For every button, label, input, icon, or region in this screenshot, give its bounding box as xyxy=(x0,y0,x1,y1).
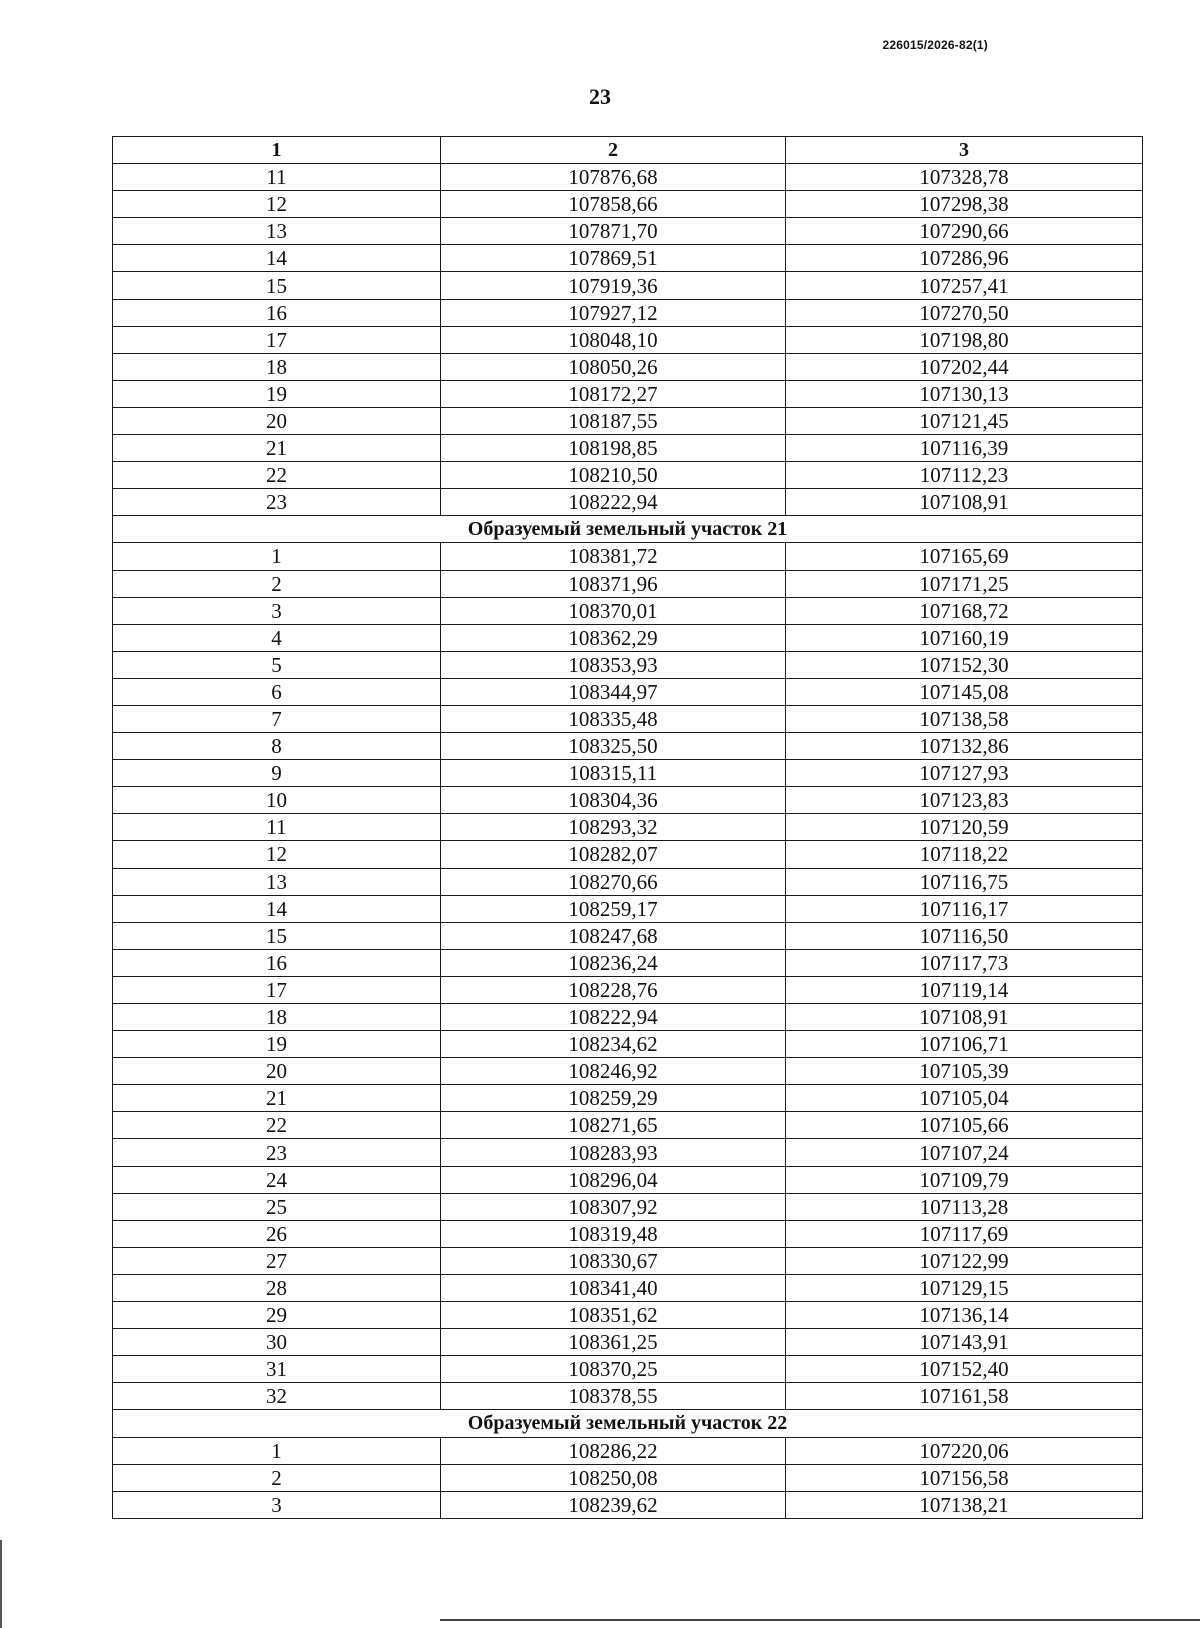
table-row xyxy=(113,868,1143,895)
coordinate-y-cell: 107168,72 xyxy=(786,597,1143,624)
coordinate-y-cell: 107290,66 xyxy=(786,218,1143,245)
coordinate-x-cell: 108304,36 xyxy=(441,787,786,814)
coordinate-y-cell: 107116,50 xyxy=(786,922,1143,949)
coordinate-x-cell: 108370,01 xyxy=(441,597,786,624)
point-number-cell: 29 xyxy=(113,1302,441,1329)
coordinate-y-cell: 107121,45 xyxy=(786,407,1143,434)
coordinate-y-cell: 107132,86 xyxy=(786,733,1143,760)
coordinate-x-cell: 108315,11 xyxy=(441,760,786,787)
table-row xyxy=(113,922,1143,949)
coordinate-x-cell: 108370,25 xyxy=(441,1356,786,1383)
coordinate-x-cell: 107871,70 xyxy=(441,218,786,245)
coordinate-y-cell: 107220,06 xyxy=(786,1437,1143,1464)
column-header-2: 2 xyxy=(441,137,786,164)
table-row xyxy=(113,299,1143,326)
coordinate-x-cell: 108187,55 xyxy=(441,407,786,434)
table-row xyxy=(113,1464,1143,1491)
coordinate-y-cell: 107120,59 xyxy=(786,814,1143,841)
coordinate-x-cell: 107858,66 xyxy=(441,191,786,218)
table-row xyxy=(113,787,1143,814)
table-row xyxy=(113,272,1143,299)
table-row xyxy=(113,1058,1143,1085)
point-number-cell: 22 xyxy=(113,1112,441,1139)
coordinate-y-cell: 107145,08 xyxy=(786,678,1143,705)
coordinate-x-cell: 108247,68 xyxy=(441,922,786,949)
coordinate-y-cell: 107122,99 xyxy=(786,1247,1143,1274)
point-number-cell: 11 xyxy=(113,164,441,191)
point-number-cell: 17 xyxy=(113,976,441,1003)
coordinate-x-cell: 108236,24 xyxy=(441,949,786,976)
coordinate-y-cell: 107161,58 xyxy=(786,1383,1143,1410)
coordinate-y-cell: 107108,91 xyxy=(786,489,1143,516)
column-header-1: 1 xyxy=(113,137,441,164)
coordinate-y-cell: 107127,93 xyxy=(786,760,1143,787)
point-number-cell: 16 xyxy=(113,299,441,326)
coordinate-x-cell: 108351,62 xyxy=(441,1302,786,1329)
table-row xyxy=(113,678,1143,705)
point-number-cell: 7 xyxy=(113,705,441,732)
coordinate-x-cell: 108330,67 xyxy=(441,1247,786,1274)
point-number-cell: 28 xyxy=(113,1274,441,1301)
table-row xyxy=(113,733,1143,760)
coordinate-x-cell: 107876,68 xyxy=(441,164,786,191)
coordinate-x-cell: 108210,50 xyxy=(441,462,786,489)
coordinate-y-cell: 107152,40 xyxy=(786,1356,1143,1383)
table-row xyxy=(113,1247,1143,1274)
coordinate-x-cell: 108286,22 xyxy=(441,1437,786,1464)
coordinate-y-cell: 107136,14 xyxy=(786,1302,1143,1329)
table-row xyxy=(113,895,1143,922)
point-number-cell: 12 xyxy=(113,841,441,868)
coordinate-y-cell: 107270,50 xyxy=(786,299,1143,326)
coordinate-x-cell: 108307,92 xyxy=(441,1193,786,1220)
coordinate-x-cell: 108222,94 xyxy=(441,1004,786,1031)
table-row xyxy=(113,949,1143,976)
coordinate-y-cell: 107257,41 xyxy=(786,272,1143,299)
coordinate-x-cell: 108362,29 xyxy=(441,624,786,651)
table-row xyxy=(113,1274,1143,1301)
coordinate-y-cell: 107108,91 xyxy=(786,1004,1143,1031)
point-number-cell: 18 xyxy=(113,353,441,380)
table-row xyxy=(113,1437,1143,1464)
coordinate-y-cell: 107109,79 xyxy=(786,1166,1143,1193)
point-number-cell: 21 xyxy=(113,1085,441,1112)
coordinate-y-cell: 107116,75 xyxy=(786,868,1143,895)
table-row xyxy=(113,651,1143,678)
table-row xyxy=(113,814,1143,841)
table-row xyxy=(113,841,1143,868)
coordinate-x-cell: 108381,72 xyxy=(441,543,786,570)
coordinate-y-cell: 107202,44 xyxy=(786,353,1143,380)
table-row xyxy=(113,1302,1143,1329)
coordinate-y-cell: 107117,73 xyxy=(786,949,1143,976)
point-number-cell: 5 xyxy=(113,651,441,678)
table-row xyxy=(113,1139,1143,1166)
coordinate-x-cell: 108371,96 xyxy=(441,570,786,597)
coordinate-x-cell: 108250,08 xyxy=(441,1464,786,1491)
coordinate-y-cell: 107105,66 xyxy=(786,1112,1143,1139)
coordinate-x-cell: 108246,92 xyxy=(441,1058,786,1085)
point-number-cell: 1 xyxy=(113,1437,441,1464)
coordinate-y-cell: 107156,58 xyxy=(786,1464,1143,1491)
coordinate-x-cell: 108050,26 xyxy=(441,353,786,380)
point-number-cell: 13 xyxy=(113,218,441,245)
coordinate-x-cell: 108353,93 xyxy=(441,651,786,678)
coordinate-y-cell: 107116,39 xyxy=(786,435,1143,462)
table-row xyxy=(113,245,1143,272)
coordinate-x-cell: 108048,10 xyxy=(441,326,786,353)
table-row xyxy=(113,489,1143,516)
table-row xyxy=(113,1329,1143,1356)
table-row xyxy=(113,570,1143,597)
point-number-cell: 11 xyxy=(113,814,441,841)
table-row xyxy=(113,326,1143,353)
coordinate-y-cell: 107116,17 xyxy=(786,895,1143,922)
table-row xyxy=(113,1166,1143,1193)
coordinate-x-cell: 108325,50 xyxy=(441,733,786,760)
table-row xyxy=(113,164,1143,191)
point-number-cell: 18 xyxy=(113,1004,441,1031)
coordinate-x-cell: 108361,25 xyxy=(441,1329,786,1356)
table-row xyxy=(113,191,1143,218)
point-number-cell: 1 xyxy=(113,543,441,570)
point-number-cell: 24 xyxy=(113,1166,441,1193)
coordinate-x-cell: 108259,29 xyxy=(441,1085,786,1112)
point-number-cell: 3 xyxy=(113,1491,441,1518)
coordinate-x-cell: 107869,51 xyxy=(441,245,786,272)
coordinate-x-cell: 108296,04 xyxy=(441,1166,786,1193)
point-number-cell: 30 xyxy=(113,1329,441,1356)
table-row xyxy=(113,435,1143,462)
section-title: Образуемый земельный участок 21 xyxy=(113,516,1143,543)
point-number-cell: 27 xyxy=(113,1247,441,1274)
point-number-cell: 25 xyxy=(113,1193,441,1220)
coordinate-y-cell: 107138,21 xyxy=(786,1491,1143,1518)
point-number-cell: 20 xyxy=(113,1058,441,1085)
point-number-cell: 32 xyxy=(113,1383,441,1410)
table-row xyxy=(113,760,1143,787)
coordinate-y-cell: 107138,58 xyxy=(786,705,1143,732)
table-row xyxy=(113,1112,1143,1139)
table-row xyxy=(113,624,1143,651)
point-number-cell: 23 xyxy=(113,489,441,516)
table-row xyxy=(113,218,1143,245)
coordinate-y-cell: 107328,78 xyxy=(786,164,1143,191)
point-number-cell: 12 xyxy=(113,191,441,218)
table-row xyxy=(113,1004,1143,1031)
coordinate-y-cell: 107107,24 xyxy=(786,1139,1143,1166)
coordinate-x-cell: 108335,48 xyxy=(441,705,786,732)
point-number-cell: 26 xyxy=(113,1220,441,1247)
coordinate-y-cell: 107198,80 xyxy=(786,326,1143,353)
coordinate-x-cell: 108172,27 xyxy=(441,380,786,407)
coordinate-x-cell: 108293,32 xyxy=(441,814,786,841)
coordinate-y-cell: 107123,83 xyxy=(786,787,1143,814)
table-row xyxy=(113,705,1143,732)
point-number-cell: 19 xyxy=(113,380,441,407)
coordinate-y-cell: 107106,71 xyxy=(786,1031,1143,1058)
point-number-cell: 14 xyxy=(113,245,441,272)
scan-edge-mark xyxy=(0,1540,2,1628)
point-number-cell: 2 xyxy=(113,570,441,597)
coordinate-x-cell: 108271,65 xyxy=(441,1112,786,1139)
coordinate-y-cell: 107118,22 xyxy=(786,841,1143,868)
table-row xyxy=(113,1085,1143,1112)
table-row xyxy=(113,1356,1143,1383)
coordinate-x-cell: 108270,66 xyxy=(441,868,786,895)
coordinate-y-cell: 107113,28 xyxy=(786,1193,1143,1220)
coordinate-x-cell: 108341,40 xyxy=(441,1274,786,1301)
coordinate-x-cell: 108344,97 xyxy=(441,678,786,705)
table-row xyxy=(113,543,1143,570)
coordinate-x-cell: 107919,36 xyxy=(441,272,786,299)
coordinates-table xyxy=(112,136,1143,1519)
point-number-cell: 9 xyxy=(113,760,441,787)
point-number-cell: 15 xyxy=(113,272,441,299)
coordinate-x-cell: 108234,62 xyxy=(441,1031,786,1058)
page-number: 23 xyxy=(589,84,611,109)
point-number-cell: 3 xyxy=(113,597,441,624)
point-number-cell: 16 xyxy=(113,949,441,976)
coordinate-y-cell: 107143,91 xyxy=(786,1329,1143,1356)
document-number: 226015/2026-82(1) xyxy=(882,38,988,52)
table-row xyxy=(113,462,1143,489)
point-number-cell: 20 xyxy=(113,407,441,434)
coordinate-y-cell: 107129,15 xyxy=(786,1274,1143,1301)
coordinate-x-cell: 108198,85 xyxy=(441,435,786,462)
coordinate-x-cell: 108239,62 xyxy=(441,1491,786,1518)
point-number-cell: 31 xyxy=(113,1356,441,1383)
point-number-cell: 14 xyxy=(113,895,441,922)
coordinate-x-cell: 108283,93 xyxy=(441,1139,786,1166)
table-row xyxy=(113,597,1143,624)
table-row xyxy=(113,407,1143,434)
point-number-cell: 21 xyxy=(113,435,441,462)
coordinate-y-cell: 107171,25 xyxy=(786,570,1143,597)
coordinate-y-cell: 107160,19 xyxy=(786,624,1143,651)
table-row xyxy=(113,353,1143,380)
point-number-cell: 15 xyxy=(113,922,441,949)
coordinate-y-cell: 107117,69 xyxy=(786,1220,1143,1247)
coordinate-x-cell: 108259,17 xyxy=(441,895,786,922)
section-title: Образуемый земельный участок 22 xyxy=(113,1410,1143,1437)
point-number-cell: 13 xyxy=(113,868,441,895)
table-header-row xyxy=(113,137,1143,164)
point-number-cell: 6 xyxy=(113,678,441,705)
coordinate-y-cell: 107152,30 xyxy=(786,651,1143,678)
coordinate-x-cell: 108378,55 xyxy=(441,1383,786,1410)
point-number-cell: 8 xyxy=(113,733,441,760)
point-number-cell: 17 xyxy=(113,326,441,353)
coordinate-x-cell: 107927,12 xyxy=(441,299,786,326)
section-title-row xyxy=(113,516,1143,543)
coordinate-y-cell: 107130,13 xyxy=(786,380,1143,407)
section-title-row xyxy=(113,1410,1143,1437)
table-row xyxy=(113,1031,1143,1058)
footer-rule xyxy=(440,1619,1200,1621)
coordinate-x-cell: 108282,07 xyxy=(441,841,786,868)
point-number-cell: 19 xyxy=(113,1031,441,1058)
coordinate-x-cell: 108228,76 xyxy=(441,976,786,1003)
point-number-cell: 22 xyxy=(113,462,441,489)
coordinate-y-cell: 107112,23 xyxy=(786,462,1143,489)
table-row xyxy=(113,1193,1143,1220)
table-row xyxy=(113,976,1143,1003)
point-number-cell: 2 xyxy=(113,1464,441,1491)
coordinate-y-cell: 107105,39 xyxy=(786,1058,1143,1085)
table-row xyxy=(113,1491,1143,1518)
table-row xyxy=(113,1383,1143,1410)
coordinate-x-cell: 108222,94 xyxy=(441,489,786,516)
coordinate-y-cell: 107119,14 xyxy=(786,976,1143,1003)
coordinate-y-cell: 107286,96 xyxy=(786,245,1143,272)
table-row xyxy=(113,380,1143,407)
table-row xyxy=(113,1220,1143,1247)
coordinate-x-cell: 108319,48 xyxy=(441,1220,786,1247)
table-body xyxy=(113,164,1143,1519)
coordinate-y-cell: 107298,38 xyxy=(786,191,1143,218)
point-number-cell: 23 xyxy=(113,1139,441,1166)
point-number-cell: 10 xyxy=(113,787,441,814)
column-header-3: 3 xyxy=(786,137,1143,164)
coordinate-y-cell: 107105,04 xyxy=(786,1085,1143,1112)
point-number-cell: 4 xyxy=(113,624,441,651)
coordinate-y-cell: 107165,69 xyxy=(786,543,1143,570)
